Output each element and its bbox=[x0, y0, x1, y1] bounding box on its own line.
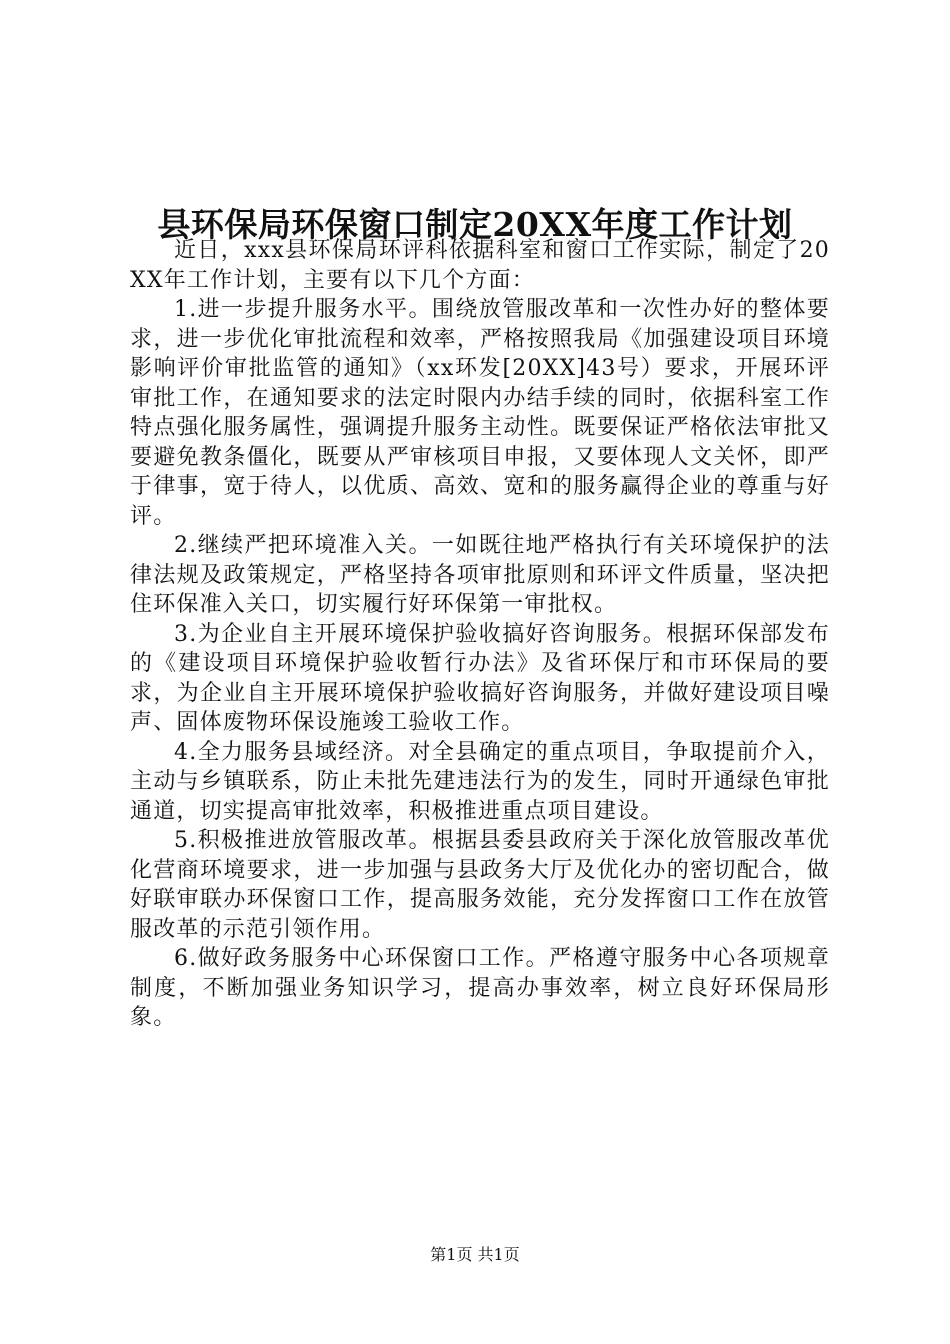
item-1-paragraph: 1.进一步提升服务水平。围绕放管服改革和一次性办好的整体要求，进一步优化审批流程和效率，严格按照我局《加强建设项目环境影响评价审批监管的通知》（xx环发[20XX]43号）要求，开展环评审批工作，在通知要求的法定时限内办结手续的同时，依据科室工作特点强化服务属性，强调提升服务主动性。既要保证严格依法审批又要避免教条僵化，既要从严审核项目申报，又要体现人文关怀，即严于律事，宽于待人，以优质、高效、宽和的服务赢得企业的尊重与好评。 bbox=[130, 297, 830, 529]
page-title: 县环保局环保窗口制定20XX年度工作计划 bbox=[157, 205, 793, 245]
item-2-paragraph: 2.继续严把环境准入关。一如既往地严格执行有关环境保护的法律法规及政策规定，严格坚持各项审批原则和环评文件质量，坚决把住环保准入关口，切实履行好环保第一审批权。 bbox=[130, 533, 830, 617]
item-4-paragraph: 4.全力服务县域经济。对全县确定的重点项目，争取提前介入，主动与乡镇联系，防止未批先建违法行为的发生，同时开通绿色审批通道，切实提高审批效率，积极推进重点项目建设。 bbox=[130, 739, 830, 824]
item-6-paragraph: 6.做好政务服务中心环保窗口工作。严格遵守服务中心各项规章制度，不断加强业务知识学习，提高办事效率，树立良好环保局形象。 bbox=[130, 946, 830, 1030]
page-number-footer: 第1页 共1页 bbox=[430, 1245, 520, 1264]
intro-paragraph: 近日，xxx县环保局环评科依据科室和窗口工作实际，制定了20XX年工作计划，主要有以下几个方面： bbox=[130, 238, 830, 293]
item-3-paragraph: 3.为企业自主开展环境保护验收搞好咨询服务。根据环保部发布的《建设项目环境保护验收暂行办法》及省环保厅和市环保局的要求，为企业自主开展环境保护验收搞好咨询服务，并做好建设项目噪声、固体废物环保设施竣工验收工作。 bbox=[130, 621, 830, 735]
item-5-paragraph: 5.积极推进放管服改革。根据县委县政府关于深化放管服改革优化营商环境要求，进一步加强与县政务大厅及优化办的密切配合，做好联审联办环保窗口工作，提高服务效能，充分发挥窗口工作在放管服改革的示范引领作用。 bbox=[130, 828, 830, 942]
document-body bbox=[130, 236, 830, 1033]
